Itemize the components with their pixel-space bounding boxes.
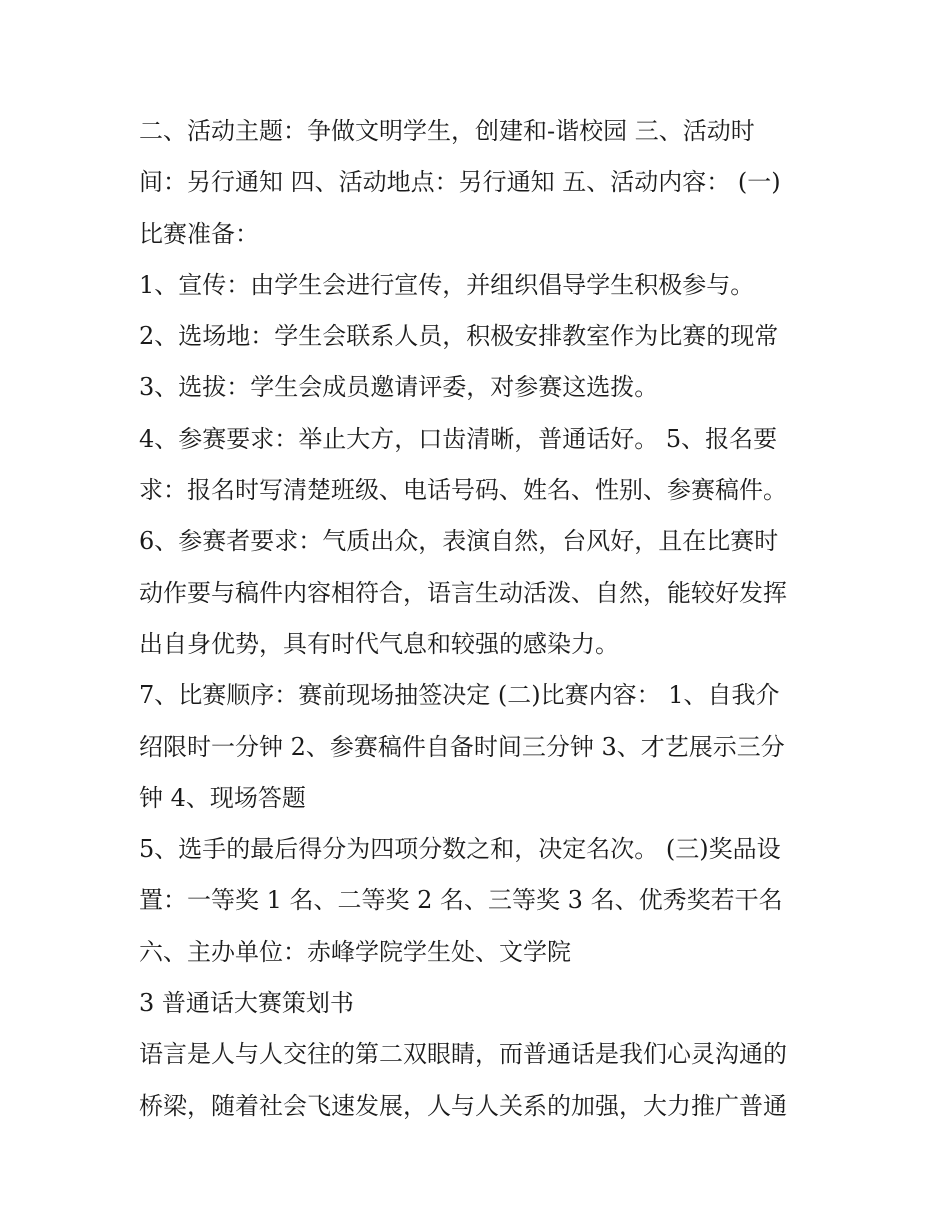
text-line: 求：报名时写清楚班级、电话号码、姓名、性别、参赛稿件。 <box>139 476 787 505</box>
text-line: 2、选场地：学生会联系人员，积极安排教室作为比赛的现常 <box>139 322 779 351</box>
text-line: 出自身优势，具有时代气息和较强的感染力。 <box>139 629 619 658</box>
text-line: 7、比赛顺序：赛前现场抽签决定 (二)比赛内容： 1、自我介 <box>139 681 780 710</box>
text-line: 比赛准备： <box>139 219 259 248</box>
text-line: 桥梁，随着社会飞速发展，人与人关系的加强，大力推广普通 <box>139 1091 787 1120</box>
text-line: 6、参赛者要求：气质出众，表演自然，台风好，且在比赛时 <box>139 527 779 556</box>
text-line: 六、主办单位：赤峰学院学生处、文学院 <box>139 937 571 966</box>
text-line: 1、宣传：由学生会进行宣传，并组织倡导学生积极参与。 <box>139 270 755 299</box>
text-line: 二、活动主题：争做文明学生，创建和-谐校园 三、活动时 <box>139 117 755 145</box>
text-line: 间：另行通知 四、活动地点：另行通知 五、活动内容： (一) <box>139 168 781 197</box>
document-body <box>139 106 829 1132</box>
text-line: 动作要与稿件内容相符合，语言生动活泼、自然，能较好发挥 <box>139 578 787 607</box>
section-title: 3 普通话大赛策划书 <box>139 989 354 1018</box>
text-line: 4、参赛要求：举止大方，口齿清晰，普通话好。 5、报名要 <box>139 424 778 453</box>
text-line: 置：一等奖 1 名、二等奖 2 名、三等奖 3 名、优秀奖若干名 <box>139 886 783 915</box>
text-line: 5、选手的最后得分为四项分数之和，决定名次。 (三)奖品设 <box>139 835 781 864</box>
text-line: 3、选拔：学生会成员邀请评委，对参赛这选拨。 <box>139 373 659 402</box>
text-line: 语言是人与人交往的第二双眼睛，而普通话是我们心灵沟通的 <box>139 1040 787 1069</box>
text-line: 绍限时一分钟 2、参赛稿件自备时间三分钟 3、才艺展示三分 <box>139 732 785 761</box>
text-line: 钟 4、现场答题 <box>139 783 306 812</box>
